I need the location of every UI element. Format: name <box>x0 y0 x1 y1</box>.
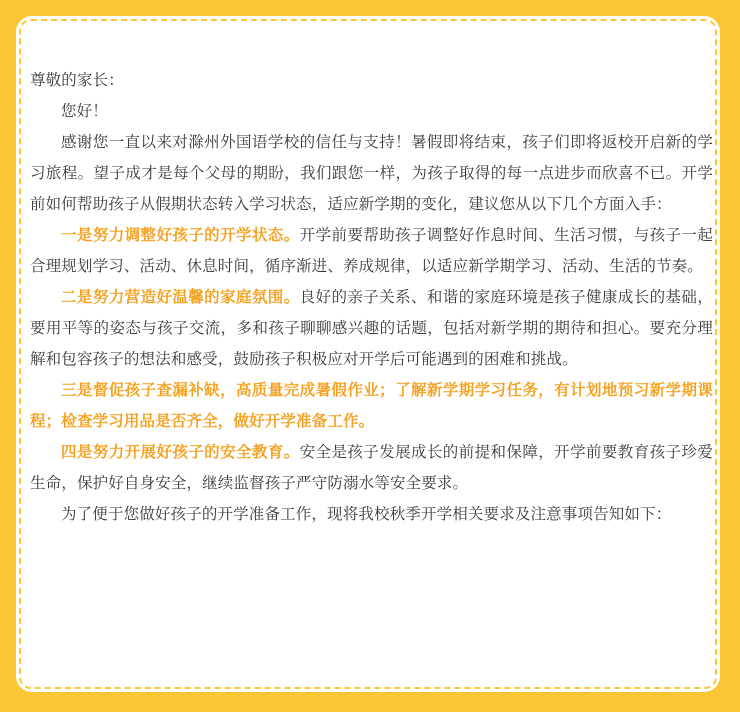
point-2-heading: 二是努力营造好温馨的家庭氛围。 <box>61 288 300 306</box>
letter-card <box>16 16 720 692</box>
point-4-heading: 四是努力开展好孩子的安全教育。 <box>61 443 300 461</box>
point-1-heading: 一是努力调整好孩子的开学状态。 <box>61 226 300 244</box>
point-4-paragraph <box>30 437 713 499</box>
point-2-paragraph <box>30 282 713 375</box>
intro-paragraph: 感谢您一直以来对滁州外国语学校的信任与支持！暑假即将结束，孩子们即将返校开启新的学习旅程。望子成才是每个父母的期盼，我们跟您一样，为孩子取得的每一点进步而欣喜不已。开学前如何帮助孩子从假期状态转入学习状态，适应新学期的变化，建议您从以下几个方面入手： <box>30 133 713 213</box>
point-4-body: 安全是孩子发展成长的前提和保障，开学前要教育孩子珍爱生命，保护好自身安全，继续监督孩子严守防溺水等安全要求。 <box>30 443 713 492</box>
letter-body <box>30 65 713 530</box>
point-3-heading: 三是督促孩子查漏补缺，高质量完成暑假作业；了解新学期学习任务，有计划地预习新学期课程；检查学习用品是否齐全，做好开学准备工作。 <box>30 381 713 430</box>
point-2-body: 良好的亲子关系、和谐的家庭环境是孩子健康成长的基础，要用平等的姿态与孩子交流，多和孩子聊聊感兴趣的话题，包括对新学期的期待和担心。要充分理解和包容孩子的想法和感受，鼓励孩子积极应对开学后可能遇到的困难和挑战。 <box>30 288 713 368</box>
closing-paragraph: 为了便于您做好孩子的开学准备工作，现将我校秋季开学相关要求及注意事项告知如下： <box>61 505 672 523</box>
point-3-paragraph <box>30 375 713 437</box>
salutation: 尊敬的家长： <box>30 71 124 89</box>
greeting: 您好！ <box>61 102 108 120</box>
point-1-paragraph <box>30 220 713 282</box>
point-1-body: 开学前要帮助孩子调整好作息时间、生活习惯，与孩子一起合理规划学习、活动、休息时间，循序渐进、养成规律，以适应新学期学习、活动、生活的节奏。 <box>30 226 713 275</box>
